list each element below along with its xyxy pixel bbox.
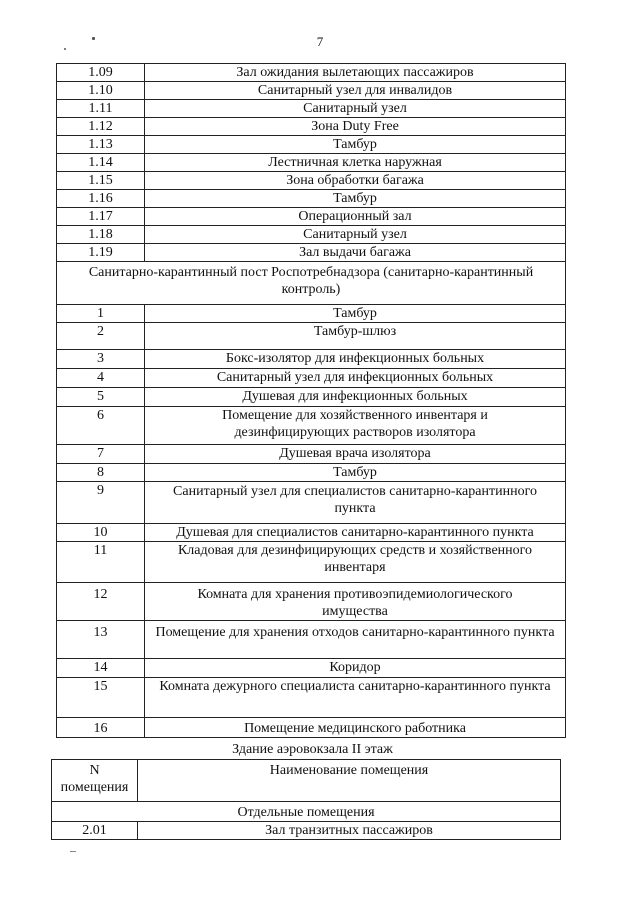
room-number: 1.14 <box>57 154 145 172</box>
rooms-table <box>56 63 566 738</box>
table-row <box>57 621 566 659</box>
table-row <box>57 350 566 369</box>
room-name: Комната дежурного специалиста санитарно-карантинного пункта <box>145 678 566 718</box>
room-number: 14 <box>57 659 145 678</box>
table-row <box>57 718 566 738</box>
room-name: Тамбур <box>145 136 566 154</box>
table-row <box>57 154 566 172</box>
room-name: Помещение медицинского работника <box>145 718 566 738</box>
table-row <box>57 190 566 208</box>
room-name: Санитарный узел для инвалидов <box>145 82 566 100</box>
room-number: 1.18 <box>57 226 145 244</box>
table-header-row <box>52 760 561 802</box>
room-number: 11 <box>57 542 145 583</box>
table-row <box>57 208 566 226</box>
room-name: Тамбур <box>145 190 566 208</box>
table-row <box>57 482 566 524</box>
room-name: Комната для хранения противоэпидемиологического имущества <box>145 583 566 621</box>
room-number: 1.19 <box>57 244 145 262</box>
room-number: 1.10 <box>57 82 145 100</box>
room-number: 3 <box>57 350 145 369</box>
table-row <box>57 464 566 482</box>
table-row <box>57 542 566 583</box>
room-number: 5 <box>57 388 145 407</box>
table-row <box>57 118 566 136</box>
table-row <box>57 659 566 678</box>
room-number: 13 <box>57 621 145 659</box>
section-row <box>57 262 566 305</box>
table-row <box>57 369 566 388</box>
room-name: Лестничная клетка наружная <box>145 154 566 172</box>
room-name: Санитарный узел для инфекционных больных <box>145 369 566 388</box>
room-number: 1.11 <box>57 100 145 118</box>
room-number: 10 <box>57 524 145 542</box>
room-number: 16 <box>57 718 145 738</box>
room-number: 15 <box>57 678 145 718</box>
section-title-separate-rooms: Отдельные помещения <box>52 802 561 822</box>
floor-2-rooms-table <box>51 759 561 840</box>
room-number: 1.17 <box>57 208 145 226</box>
room-number: 1 <box>57 305 145 323</box>
room-number: 12 <box>57 583 145 621</box>
room-number: 6 <box>57 407 145 445</box>
page-number: 7 <box>316 34 324 49</box>
table-row <box>57 583 566 621</box>
room-number: 1.13 <box>57 136 145 154</box>
table-row <box>57 136 566 154</box>
room-number: 9 <box>57 482 145 524</box>
room-name: Зал транзитных пассажиров <box>138 822 561 840</box>
room-name: Санитарный узел для специалистов санитарно-карантинного пункта <box>145 482 566 524</box>
room-number: 1.09 <box>57 64 145 82</box>
section-title-quarantine: Санитарно-карантинный пост Роспотребнадзора (санитарно-карантинный контроль) <box>57 262 566 305</box>
room-name: Санитарный узел <box>145 226 566 244</box>
table-row <box>57 445 566 464</box>
section-row <box>52 802 561 822</box>
room-name: Душевая врача изолятора <box>145 445 566 464</box>
room-number: 2.01 <box>52 822 138 840</box>
scan-speck <box>64 48 66 50</box>
scan-speck <box>92 37 95 40</box>
room-name: Помещение для хранения отходов санитарно-карантинного пункта <box>145 621 566 659</box>
room-number: 1.16 <box>57 190 145 208</box>
table-row <box>52 822 561 840</box>
room-name: Зона обработки багажа <box>145 172 566 190</box>
room-name: Тамбур <box>145 305 566 323</box>
room-name: Зал выдачи багажа <box>145 244 566 262</box>
room-name: Душевая для инфекционных больных <box>145 388 566 407</box>
table-row <box>57 323 566 350</box>
room-number: 8 <box>57 464 145 482</box>
room-name: Санитарный узел <box>145 100 566 118</box>
table-row <box>57 678 566 718</box>
table-row <box>57 226 566 244</box>
header-room-number-line2: помещения <box>60 780 129 795</box>
room-name: Кладовая для дезинфицирующих средств и хозяйственного инвентаря <box>145 542 566 583</box>
room-number: 2 <box>57 323 145 350</box>
room-number: 7 <box>57 445 145 464</box>
room-name: Душевая для специалистов санитарно-карантинного пункта <box>145 524 566 542</box>
room-name: Тамбур-шлюз <box>145 323 566 350</box>
header-room-number-line1: N <box>89 763 100 778</box>
table-row <box>57 172 566 190</box>
table-row <box>57 64 566 82</box>
room-name: Бокс-изолятор для инфекционных больных <box>145 350 566 369</box>
table-row <box>57 388 566 407</box>
room-name: Помещение для хозяйственного инвентаря и дезинфицирующих растворов изолятора <box>145 407 566 445</box>
floor-2-caption: Здание аэровокзала II этаж <box>232 742 393 757</box>
header-room-name: Наименование помещения <box>138 760 561 802</box>
table-row <box>57 305 566 323</box>
table-row <box>57 82 566 100</box>
scan-mark <box>70 851 76 852</box>
room-name: Коридор <box>145 659 566 678</box>
table-row <box>57 100 566 118</box>
table-row <box>57 244 566 262</box>
room-name: Зал ожидания вылетающих пассажиров <box>145 64 566 82</box>
room-name: Операционный зал <box>145 208 566 226</box>
room-number: 1.15 <box>57 172 145 190</box>
room-number: 4 <box>57 369 145 388</box>
header-room-number <box>52 760 138 802</box>
room-name: Зона Duty Free <box>145 118 566 136</box>
room-name: Тамбур <box>145 464 566 482</box>
table-row <box>57 407 566 445</box>
room-number: 1.12 <box>57 118 145 136</box>
table-row <box>57 524 566 542</box>
